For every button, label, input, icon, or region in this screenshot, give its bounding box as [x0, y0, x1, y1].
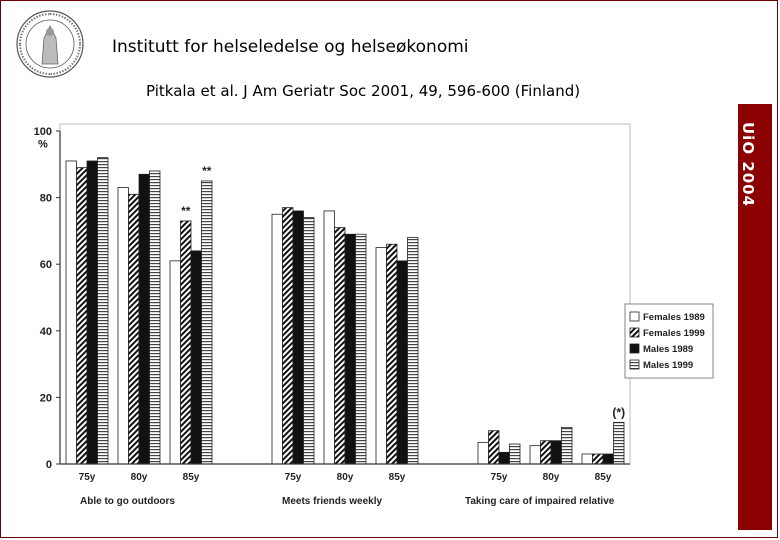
- bar-females-1999: [387, 244, 398, 464]
- x-category-label: 75y: [490, 472, 508, 483]
- bar-females-1989: [324, 211, 335, 464]
- bar-females-1989: [582, 454, 593, 464]
- bar-females-1989: [478, 442, 489, 464]
- y-tick-label: 80: [39, 192, 52, 205]
- bar-females-1999: [489, 431, 500, 464]
- bar-females-1989: [118, 188, 129, 464]
- citation: Pitkala et al. J Am Geriatr Soc 2001, 49, 596-600 (Finland): [146, 82, 581, 100]
- bar-females-1999: [335, 228, 346, 464]
- bar-males-1999: [304, 218, 315, 464]
- bar-males-1989: [87, 161, 98, 464]
- bar-males-1989: [397, 261, 408, 464]
- x-category-label: 85y: [182, 472, 200, 483]
- x-category-label: 85y: [594, 472, 612, 483]
- legend-swatch: [630, 344, 639, 353]
- bar-females-1989: [376, 248, 387, 464]
- legend-label: Females 1989: [643, 312, 705, 323]
- legend-swatch: [630, 360, 639, 369]
- bar-males-1999: [510, 444, 521, 464]
- y-tick-label: 0: [45, 459, 52, 471]
- side-label: UiO 2004: [739, 122, 757, 208]
- x-category-label: 80y: [130, 472, 148, 483]
- x-category-label: 75y: [78, 472, 96, 483]
- y-tick-label: 60: [39, 259, 52, 272]
- bar-chart: [20, 116, 720, 516]
- bar-males-1989: [551, 441, 562, 464]
- bar-females-1989: [170, 261, 181, 464]
- bar-males-1999: [202, 181, 213, 464]
- university-seal-icon: [14, 8, 86, 80]
- x-category-label: 75y: [284, 472, 302, 483]
- significance-annotation: (*): [612, 405, 626, 420]
- legend-label: Females 1999: [643, 328, 705, 339]
- bar-males-1999: [562, 427, 573, 464]
- bar-females-1989: [66, 161, 77, 464]
- bar-females-1989: [530, 446, 541, 464]
- significance-annotation: **: [181, 203, 191, 218]
- bar-males-1999: [408, 238, 419, 464]
- bar-females-1989: [272, 214, 283, 464]
- x-category-label: 85y: [388, 472, 406, 483]
- bar-females-1999: [283, 208, 294, 464]
- x-group-label: Taking care of impaired relative: [465, 496, 615, 507]
- bar-females-1999: [129, 194, 140, 464]
- bar-males-1989: [345, 234, 356, 464]
- y-tick-label: 40: [39, 325, 52, 338]
- institute-title: Institutt for helseledelse og helseøkonomi: [112, 37, 469, 57]
- bar-males-1999: [356, 234, 367, 464]
- bar-males-1989: [139, 174, 150, 464]
- x-category-label: 80y: [542, 472, 560, 483]
- legend-swatch: [630, 328, 639, 337]
- significance-annotation: **: [202, 163, 212, 178]
- bar-males-1989: [293, 211, 304, 464]
- x-group-label: Able to go outdoors: [80, 496, 175, 507]
- bar-females-1999: [181, 221, 192, 464]
- legend-label: Males 1999: [643, 360, 694, 371]
- bar-females-1999: [593, 454, 604, 464]
- x-group-label: Meets friends weekly: [282, 496, 383, 507]
- bar-males-1999: [98, 158, 109, 464]
- y-tick-label: 20: [39, 392, 52, 405]
- y-axis-label: %: [38, 138, 48, 151]
- bar-females-1999: [541, 441, 552, 464]
- bar-males-1989: [603, 454, 614, 464]
- bar-males-1999: [150, 171, 161, 464]
- legend-label: Males 1989: [643, 344, 694, 355]
- bar-females-1999: [77, 168, 88, 464]
- y-tick-label: 100: [33, 126, 52, 138]
- bar-males-1999: [614, 422, 625, 464]
- legend-swatch: [630, 312, 639, 321]
- bar-males-1989: [191, 251, 202, 464]
- x-category-label: 80y: [336, 472, 354, 483]
- bar-males-1989: [499, 452, 510, 464]
